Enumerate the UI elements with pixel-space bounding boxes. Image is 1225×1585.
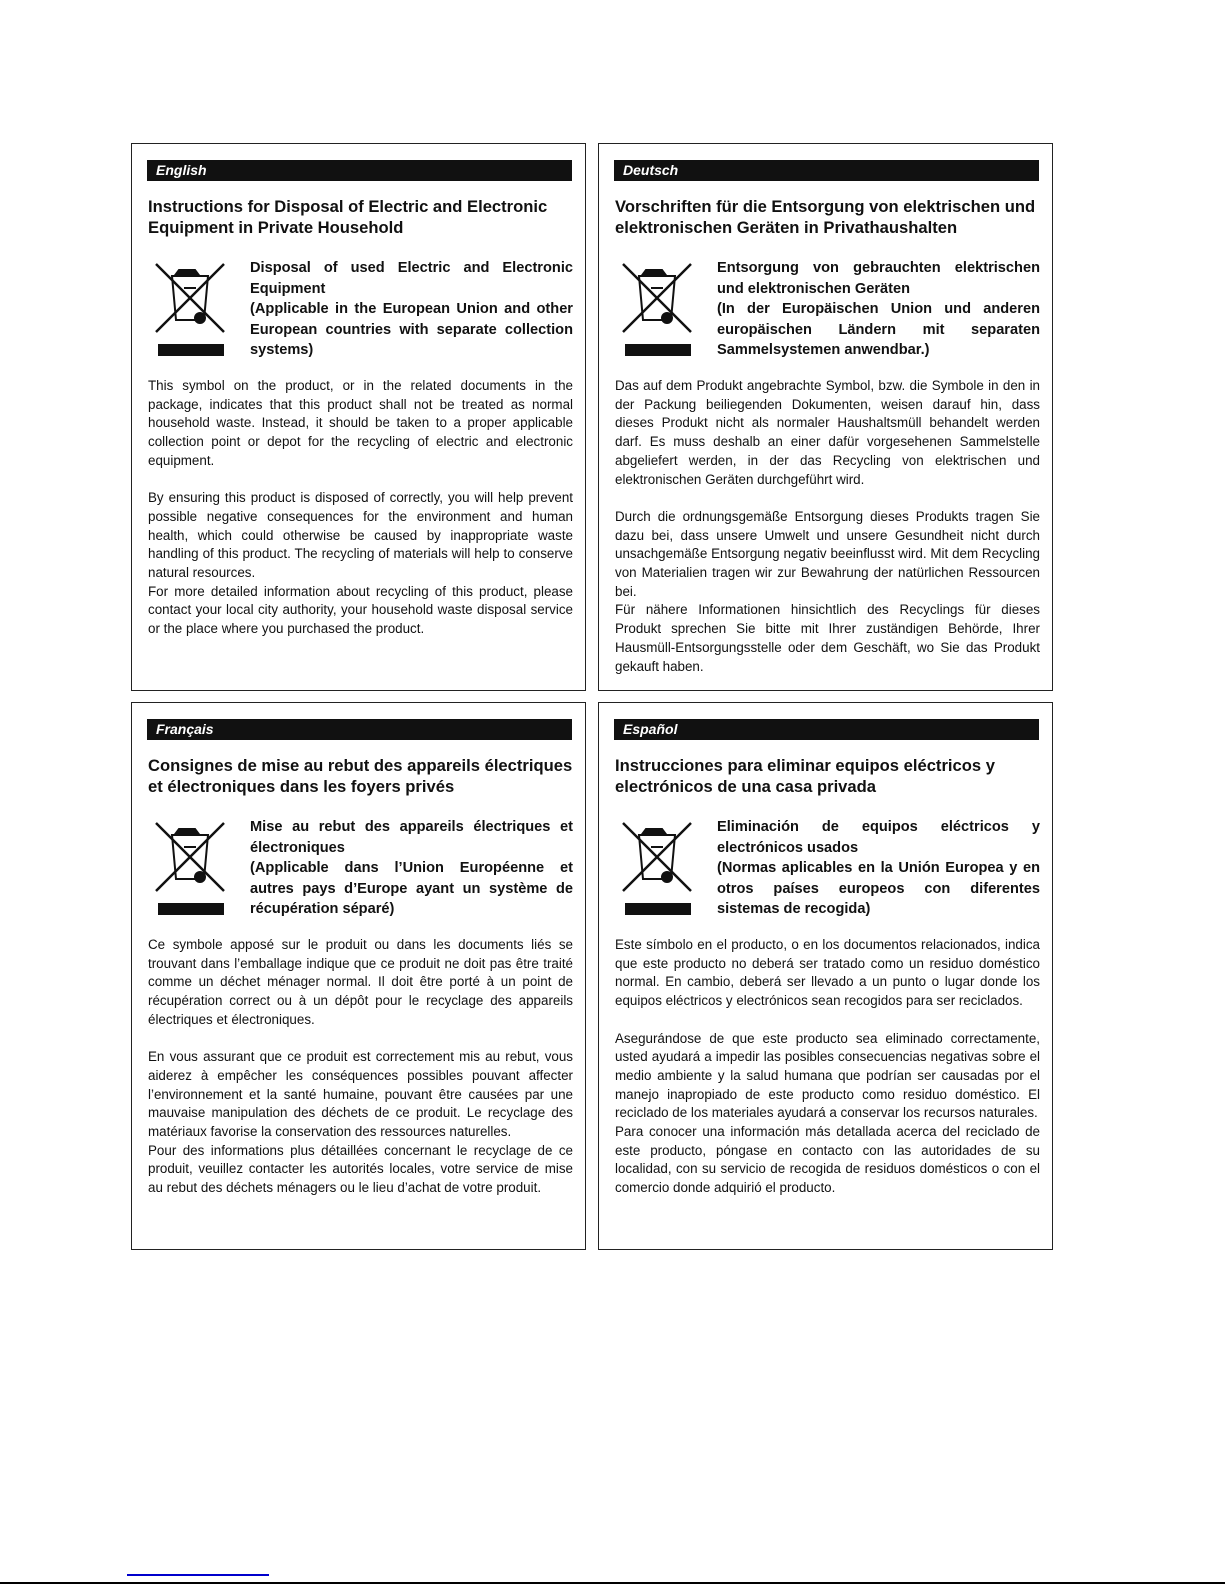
link-underline xyxy=(127,1574,269,1576)
section-title: Vorschriften für die Entsorgung von elektrischen und elektronischen Geräten in Privathaushalten xyxy=(615,197,1036,237)
language-label: Español xyxy=(614,719,1039,740)
panel-en xyxy=(131,143,586,691)
body-paragraph: Para conocer una información más detallada acerca del reciclado de este producto, póngase en contacto con las autoridades de su localidad, con su servicio de recogida de residuos domésticos o con el comercio donde adquirió el producto. xyxy=(615,1124,1040,1196)
subheading-line: Eliminación de equipos eléctricos y electrónicos usados xyxy=(717,819,1040,856)
crossed-out-wheelie-bin-icon xyxy=(619,817,695,917)
subheading-line: Disposal of used Electric and Electronic Equipment xyxy=(250,260,573,297)
body-text xyxy=(148,936,573,1198)
body-text xyxy=(615,936,1040,1198)
subheading xyxy=(717,817,1040,920)
subheading-line: Mise au rebut des appareils électriques et électroniques xyxy=(250,819,573,856)
panel-de xyxy=(598,143,1053,691)
body-paragraph: Pour des informations plus détaillées concernant le recyclage de ce produit, veuillez contacter les autorités locales, votre service de mise au rebut des déchets ménagers ou le lieu d’achat de votre produit. xyxy=(148,1142,573,1196)
language-label: English xyxy=(147,160,572,181)
body-paragraph: Este símbolo en el producto, o en los documentos relacionados, indica que este producto no deberá ser tratado como un residuo doméstico normal. En cambio, deberá ser llevado a un punto o lugar donde los equipos eléctricos y electrónicos sean recogidos para ser reciclados. xyxy=(615,937,1040,1009)
body-paragraph: Das auf dem Produkt angebrachte Symbol, bzw. die Symbole in den in der Packung beiliegenden Dokumenten, weisen darauf hin, dass dieses Produkt nicht als normaler Haushaltsmüll behandelt werden darf. Es muss deshalb an einer dafür vorgesehenen Sammelstelle abgeliefert werden, in der das Recycling von elektrischen und elektronischen Geräten durchgeführt wird. xyxy=(615,378,1040,487)
body-paragraph: Durch die ordnungsgemäße Entsorgung dieses Produkts tragen Sie dazu bei, dass unsere Umwelt und unsere Gesundheit nicht durch unsachgemäße Entsorgung negativ beeinflusst wird. Mit dem Recycling von Materialien tragen wir zur Bewahrung der natürlichen Ressourcen bei. xyxy=(615,508,1040,599)
crossed-out-wheelie-bin-icon xyxy=(152,258,228,358)
page-bottom-rule xyxy=(0,1582,1225,1584)
subheading-note: (Applicable dans l’Union Européenne et autres pays d’Europe ayant un système de récupération séparé) xyxy=(250,860,573,917)
subheading-line: Entsorgung von gebrauchten elektrischen und elektronischen Geräten xyxy=(717,260,1040,297)
language-label: Français xyxy=(147,719,572,740)
language-label: Deutsch xyxy=(614,160,1039,181)
crossed-out-wheelie-bin-icon xyxy=(152,817,228,917)
subheading xyxy=(717,258,1040,361)
panel-fr xyxy=(131,702,586,1250)
body-text xyxy=(148,377,573,639)
section-title: Consignes de mise au rebut des appareils électriques et électroniques dans les foyers privés xyxy=(148,756,573,796)
subheading xyxy=(250,258,573,361)
body-paragraph: For more detailed information about recycling of this product, please contact your local city authority, your household waste disposal service or the place where you purchased the product. xyxy=(148,583,573,637)
body-paragraph: By ensuring this product is disposed of correctly, you will help prevent possible negative consequences for the environment and human health, which could otherwise be caused by inappropriate waste handling of this product. The recycling of materials will help to conserve natural resources. xyxy=(148,490,573,581)
body-paragraph: Für nähere Informationen hinsichtlich des Recyclings für dieses Produkt sprechen Sie bitte mit Ihrer zuständigen Behörde, Ihrer Hausmüll-Entsorgungsstelle oder dem Geschäft, wo Sie das Produkt gekauft haben. xyxy=(615,602,1040,674)
section-title: Instrucciones para eliminar equipos eléctricos y electrónicos de una casa privada xyxy=(615,756,995,796)
subheading-note: (Normas aplicables en la Unión Europea y en otros países europeos con diferentes sistemas de recogida) xyxy=(717,860,1040,917)
panel-es xyxy=(598,702,1053,1250)
body-paragraph: Asegurándose de que este producto sea eliminado correctamente, usted ayudará a impedir las posibles consecuencias negativas sobre el medio ambiente y la salud humana que podrían ser causadas por el manejo inapropiado de este producto como residuo doméstico. El reciclado de los materiales ayudará a conservar los recursos naturales. xyxy=(615,1030,1040,1121)
crossed-out-wheelie-bin-icon xyxy=(619,258,695,358)
body-paragraph: This symbol on the product, or in the related documents in the package, indicates that this product shall not be treated as normal household waste. Instead, it should be taken to a proper applicable collection point or depot for the recycling of electric and electronic equipment. xyxy=(148,378,573,468)
subheading xyxy=(250,817,573,920)
section-title: Instructions for Disposal of Electric and Electronic Equipment in Private Household xyxy=(148,197,548,237)
subheading-note: (In der Europäischen Union und anderen europäischen Ländern mit separaten Sammelsystemen anwendbar.) xyxy=(717,301,1040,358)
body-text xyxy=(615,377,1040,676)
body-paragraph: En vous assurant que ce produit est correctement mis au rebut, vous aiderez à empêcher les conséquences possibles pouvant affecter l’environnement et la santé humaine, pouvant être causées par une mauvaise manipulation des déchets de ce produit. Le recyclage des matériaux favorise la conservation des ressources naturelles. xyxy=(148,1049,573,1140)
body-paragraph: Ce symbole apposé sur le produit ou dans les documents liés se trouvant dans l’emballage indique que ce produit ne doit pas être traité comme un déchet ménager normal. Il doit être porté à un point de récupération correct ou à un dépôt pour le recyclage des appareils électriques et électroniques. xyxy=(148,937,573,1027)
subheading-note: (Applicable in the European Union and other European countries with separate collection systems) xyxy=(250,301,573,358)
